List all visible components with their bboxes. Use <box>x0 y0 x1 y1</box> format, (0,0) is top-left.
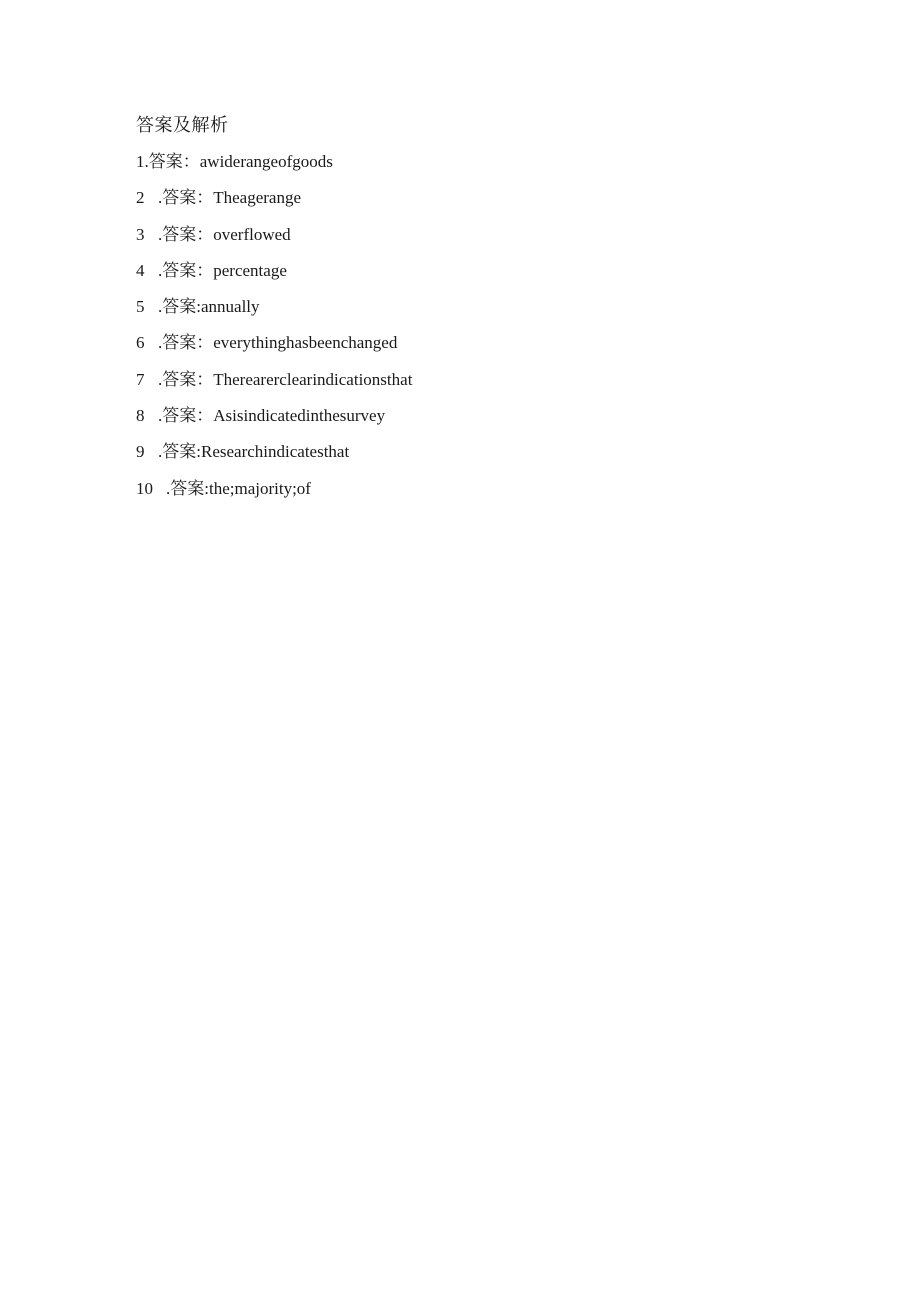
answer-number: 2 <box>136 188 145 208</box>
answer-item-8 <box>136 403 836 439</box>
answer-number: 6 <box>136 333 145 353</box>
answer-number: 3 <box>136 224 145 244</box>
answer-text: overflowed <box>213 224 291 244</box>
answer-prefix: .答案： <box>158 224 214 244</box>
answer-prefix: .答案： <box>158 369 214 389</box>
answer-prefix: .答案: <box>158 442 201 462</box>
answer-number: 8 <box>136 406 145 426</box>
answer-number: 1 <box>136 152 145 171</box>
answer-text: Researchindicatesthat <box>200 442 350 462</box>
section-heading: 答案及解析 <box>136 115 229 135</box>
answer-prefix: .答案： <box>158 260 214 280</box>
answer-list <box>136 149 836 512</box>
answer-item-5 <box>136 294 836 330</box>
answer-item-10 <box>136 476 836 512</box>
answer-text: Therearerclearindicationsthat <box>213 369 413 389</box>
answer-item-4 <box>136 258 836 294</box>
answer-number: 4 <box>136 260 145 280</box>
answer-text: percentage <box>213 260 287 280</box>
answer-text: awiderangeofgoods <box>199 152 333 171</box>
answer-prefix: .答案： <box>158 406 214 426</box>
answer-text: annually <box>200 297 260 317</box>
answer-item-7 <box>136 367 836 403</box>
answer-item-2 <box>136 185 836 221</box>
answer-text: everythinghasbeenchanged <box>213 333 398 353</box>
answer-prefix: .答案： <box>144 152 200 171</box>
answer-item-9 <box>136 439 836 475</box>
answer-section <box>136 112 836 512</box>
answer-prefix: .答案: <box>166 478 209 498</box>
answer-prefix: .答案: <box>158 297 201 317</box>
answer-item-3 <box>136 222 836 258</box>
answer-text: the;majority;of <box>208 478 311 498</box>
answer-text: Theagerange <box>213 188 302 208</box>
answer-number: 7 <box>136 369 145 389</box>
answer-number: 9 <box>136 442 145 462</box>
answer-prefix: .答案： <box>158 333 214 353</box>
answer-item-1 <box>136 149 836 185</box>
answer-text: Asisindicatedinthesurvey <box>213 406 386 426</box>
answer-prefix: .答案： <box>158 188 214 208</box>
answer-item-6 <box>136 330 836 366</box>
answer-number: 5 <box>136 297 145 317</box>
answer-number: 10 <box>136 478 153 498</box>
